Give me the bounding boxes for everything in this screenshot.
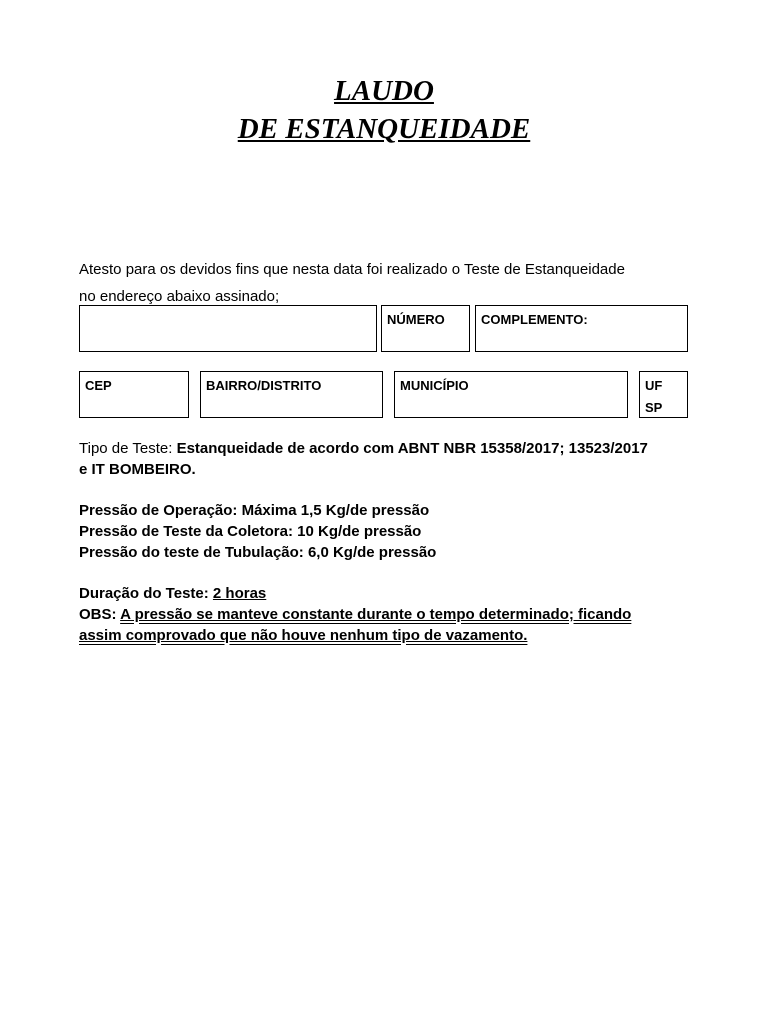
intro-paragraph — [79, 256, 699, 310]
uf-label: UF — [645, 378, 663, 393]
document-title-line1: LAUDO — [334, 75, 434, 107]
test-type-value-line1: Estanqueidade de acordo com ABNT NBR 15358/2017; 13523/2017 — [176, 440, 648, 457]
test-type-label: Tipo de Teste: — [79, 440, 177, 457]
uf-value: SP — [645, 400, 663, 415]
pressure-operation: Pressão de Operação: Máxima 1,5 Kg/de pressão — [79, 502, 430, 519]
obs-line2: assim comprovado que não houve nenhum tipo de vazamento. — [79, 627, 528, 644]
uf-field — [639, 371, 688, 418]
cep-label: CEP — [85, 378, 112, 393]
intro-line1: Atesto para os devidos fins que nesta data foi realizado o Teste de Estanqueidade — [79, 261, 625, 278]
test-type-paragraph — [79, 438, 699, 480]
numero-label: NÚMERO — [387, 312, 445, 327]
complemento-field — [475, 305, 688, 352]
numero-field — [381, 305, 470, 352]
pressures-list — [79, 500, 699, 563]
pressure-collector-test: Pressão de Teste da Coletora: 10 Kg/de pressão — [79, 523, 422, 540]
duration-obs-block — [79, 583, 699, 646]
obs-line1: A pressão se manteve constante durante o tempo determinado; ficando — [120, 606, 632, 623]
complemento-label: COMPLEMENTO: — [481, 312, 588, 327]
bairro-field — [200, 371, 383, 418]
pressure-pipe-test: Pressão do teste de Tubulação: 6,0 Kg/de pressão — [79, 544, 437, 561]
street-field — [79, 305, 377, 352]
test-type-value-line2: e IT BOMBEIRO. — [79, 461, 196, 478]
municipio-field — [394, 371, 628, 418]
intro-line2: no endereço abaixo assinado; — [79, 288, 280, 305]
municipio-label: MUNICÍPIO — [400, 378, 469, 393]
duration-value: 2 horas — [212, 585, 267, 602]
obs-label: OBS: — [79, 606, 121, 623]
duration-label: Duração do Teste: — [79, 585, 213, 602]
document-title-line2: DE ESTANQUEIDADE — [237, 113, 531, 145]
cep-field — [79, 371, 189, 418]
bairro-label: BAIRRO/DISTRITO — [206, 378, 322, 393]
